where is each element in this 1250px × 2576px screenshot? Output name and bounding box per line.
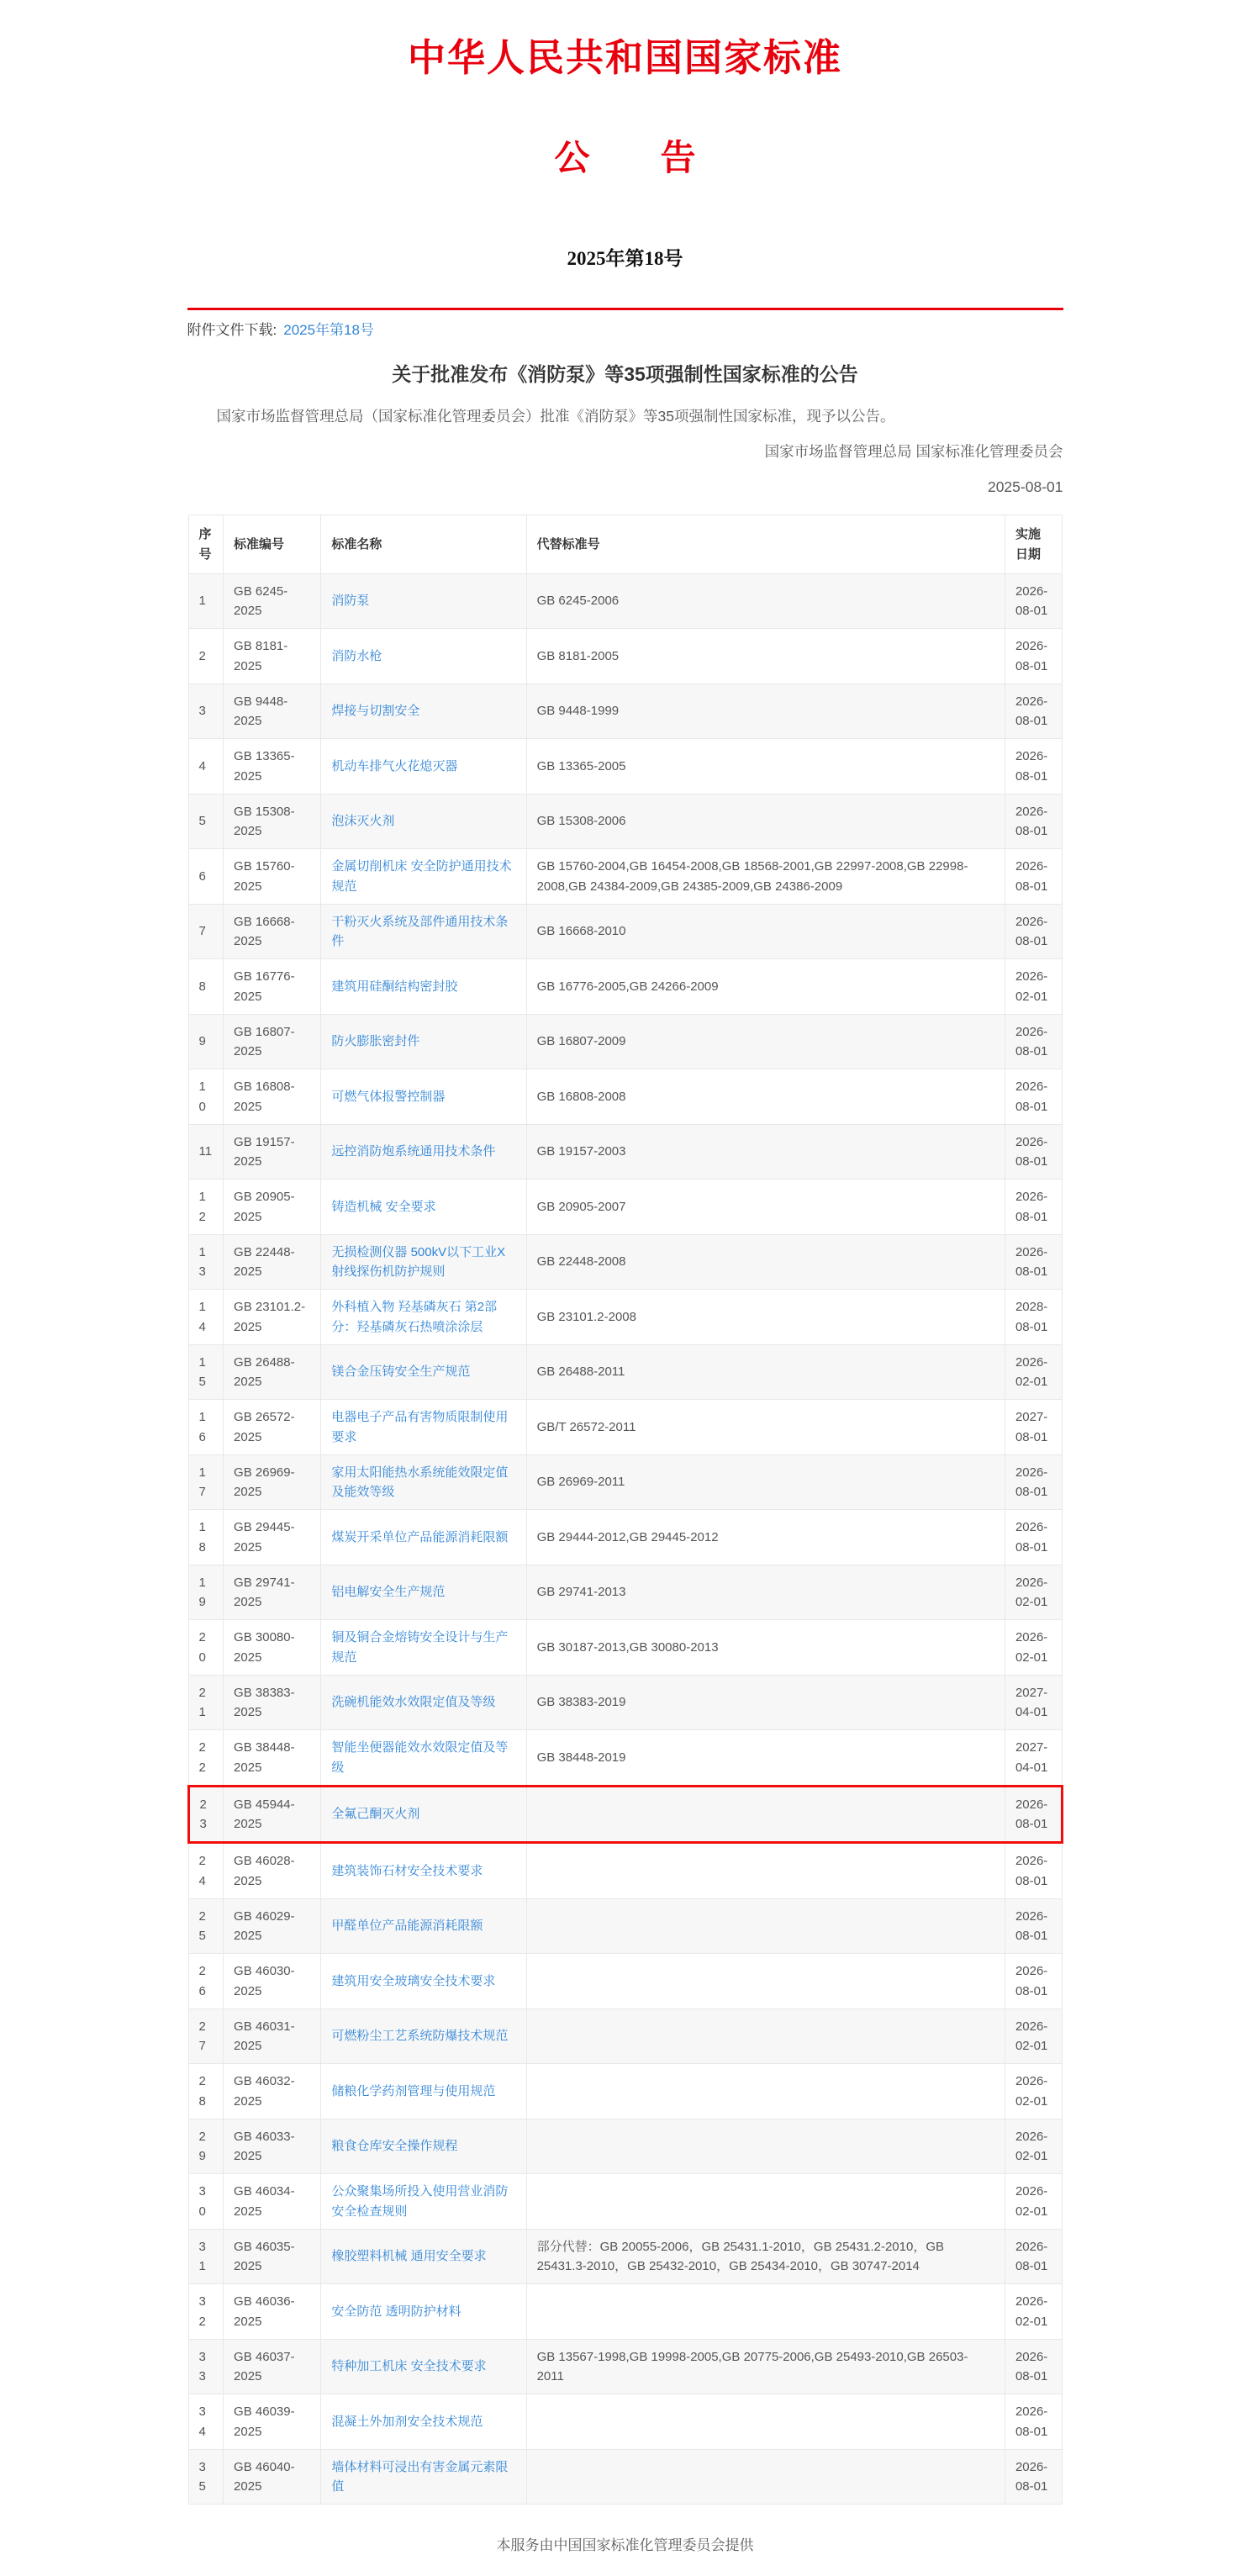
cell-index: 6 — [188, 849, 224, 905]
cell-standard-name — [321, 2009, 526, 2064]
table-row — [188, 2174, 1062, 2230]
cell-index: 29 — [188, 2119, 224, 2174]
standard-name-link[interactable]: 铸造机械 安全要求 — [331, 1199, 436, 1214]
table-row — [188, 2119, 1062, 2174]
cell-index: 3 — [188, 684, 224, 739]
cell-replaced-standards: 部分代替：GB 20055-2006，GB 25431.1-2010，GB 25431.2-2010，GB 25431.3-2010，GB 25432-2010，GB 25434-2010，GB 30747-2014 — [526, 2229, 1005, 2284]
standard-name-link[interactable]: 储粮化学药剂管理与使用规范 — [331, 2083, 496, 2098]
table-row — [188, 2339, 1062, 2394]
cell-replaced-standards — [526, 2064, 1005, 2119]
cell-implementation-date: 2026-08-01 — [1005, 904, 1062, 959]
standard-name-link[interactable]: 建筑装饰石材安全技术要求 — [331, 1863, 483, 1878]
cell-implementation-date: 2026-08-01 — [1005, 1510, 1062, 1565]
table-row — [188, 1454, 1062, 1510]
table-row — [188, 1730, 1062, 1787]
cell-index: 20 — [188, 1620, 224, 1676]
cell-replaced-standards: GB 19157-2003 — [526, 1124, 1005, 1180]
cell-implementation-date: 2026-02-01 — [1005, 1344, 1062, 1400]
cell-replaced-standards: GB 16808-2008 — [526, 1069, 1005, 1125]
standard-name-link[interactable]: 电器电子产品有害物质限制使用要求 — [331, 1410, 509, 1444]
cell-standard-name — [321, 1510, 526, 1565]
cell-standard-code: GB 16668-2025 — [224, 904, 321, 959]
table-row — [188, 1898, 1062, 1954]
cell-standard-name — [321, 1400, 526, 1455]
cell-index: 10 — [188, 1069, 224, 1125]
standard-name-link[interactable]: 粮食仓库安全操作规程 — [331, 2139, 458, 2154]
table-row — [188, 684, 1062, 739]
cell-standard-name — [321, 1344, 526, 1400]
standard-name-link[interactable]: 远控消防炮系统通用技术条件 — [331, 1144, 496, 1159]
cell-replaced-standards: GB 6245-2006 — [526, 573, 1005, 629]
cell-implementation-date: 2026-02-01 — [1005, 1565, 1062, 1620]
table-row-highlighted — [188, 1786, 1062, 1843]
cell-standard-name — [321, 684, 526, 739]
table-row — [188, 2284, 1062, 2340]
cell-standard-name — [321, 2339, 526, 2394]
cell-implementation-date: 2026-08-01 — [1005, 1234, 1062, 1290]
cell-index: 12 — [188, 1180, 224, 1235]
cell-index: 13 — [188, 1234, 224, 1290]
cell-replaced-standards: GB 29741-2013 — [526, 1565, 1005, 1620]
cell-index: 8 — [188, 959, 224, 1015]
cell-standard-code: GB 16776-2025 — [224, 959, 321, 1015]
cell-implementation-date: 2026-02-01 — [1005, 2009, 1062, 2064]
table-header-row — [188, 515, 1062, 574]
cell-standard-name — [321, 1290, 526, 1345]
standard-name-link[interactable]: 金属切削机床 安全防护通用技术规范 — [331, 859, 512, 894]
cell-implementation-date: 2026-08-01 — [1005, 1786, 1062, 1843]
standard-name-link[interactable]: 洗碗机能效水效限定值及等级 — [331, 1695, 496, 1710]
cell-index: 1 — [188, 573, 224, 629]
cell-implementation-date: 2026-08-01 — [1005, 1454, 1062, 1510]
cell-implementation-date: 2026-08-01 — [1005, 739, 1062, 794]
cell-implementation-date: 2026-02-01 — [1005, 2064, 1062, 2119]
cell-implementation-date: 2026-02-01 — [1005, 959, 1062, 1015]
cell-standard-code: GB 46032-2025 — [224, 2064, 321, 2119]
cell-replaced-standards: GB 26969-2011 — [526, 1454, 1005, 1510]
table-row — [188, 1290, 1062, 1345]
table-row — [188, 1344, 1062, 1400]
cell-standard-name — [321, 2284, 526, 2340]
cell-replaced-standards — [526, 2009, 1005, 2064]
cell-standard-name — [321, 573, 526, 629]
cell-standard-code: GB 29741-2025 — [224, 1565, 321, 1620]
footer-note: 本服务由中国国家标准化管理委员会提供 — [496, 2537, 754, 2554]
table-row — [188, 739, 1062, 794]
cell-implementation-date: 2026-08-01 — [1005, 2394, 1062, 2450]
cell-index: 4 — [188, 739, 224, 794]
table-row — [188, 629, 1062, 684]
standard-name-link[interactable]: 甲醛单位产品能源消耗限额 — [331, 1919, 483, 1934]
cell-standard-code: GB 26969-2025 — [224, 1454, 321, 1510]
cell-implementation-date: 2026-08-01 — [1005, 849, 1062, 905]
cell-standard-name — [321, 1454, 526, 1510]
cell-standard-code: GB 46031-2025 — [224, 2009, 321, 2064]
cell-implementation-date: 2026-08-01 — [1005, 2339, 1062, 2394]
cell-index: 32 — [188, 2284, 224, 2340]
cell-index: 25 — [188, 1898, 224, 1954]
cell-implementation-date: 2026-02-01 — [1005, 1620, 1062, 1676]
issue-number: 2025年第18号 — [567, 248, 683, 269]
table-row — [188, 1565, 1062, 1620]
cell-replaced-standards: GB 8181-2005 — [526, 629, 1005, 684]
cell-index: 2 — [188, 629, 224, 684]
cell-index: 31 — [188, 2229, 224, 2284]
cell-standard-name — [321, 1069, 526, 1125]
cell-index: 34 — [188, 2394, 224, 2450]
cell-replaced-standards: GB 38448-2019 — [526, 1730, 1005, 1787]
table-row — [188, 849, 1062, 905]
announcement-page — [187, 0, 1063, 2554]
cell-implementation-date: 2026-08-01 — [1005, 629, 1062, 684]
standard-name-link[interactable]: 安全防范 透明防护材料 — [331, 2304, 461, 2319]
cell-implementation-date: 2026-08-01 — [1005, 794, 1062, 849]
cell-standard-name — [321, 2119, 526, 2174]
cell-replaced-standards — [526, 2174, 1005, 2230]
cell-standard-name — [321, 1786, 526, 1843]
announcement-title: 关于批准发布《消防泵》等35项强制性国家标准的公告 — [392, 363, 858, 385]
cell-standard-code: GB 46028-2025 — [224, 1843, 321, 1899]
cell-standard-code: GB 46040-2025 — [224, 2449, 321, 2505]
cell-replaced-standards: GB 22448-2008 — [526, 1234, 1005, 1290]
standard-name-link[interactable]: 墙体材料可浸出有害金属元素限值 — [331, 2459, 509, 2494]
cell-index: 26 — [188, 1954, 224, 2009]
table-row — [188, 1843, 1062, 1899]
column-header: 标准编号 — [224, 515, 321, 574]
table-row — [188, 2394, 1062, 2450]
cell-implementation-date: 2027-08-01 — [1005, 1400, 1062, 1455]
cell-index: 21 — [188, 1675, 224, 1730]
cell-standard-code: GB 15760-2025 — [224, 849, 321, 905]
cell-standard-code: GB 16808-2025 — [224, 1069, 321, 1125]
cell-replaced-standards — [526, 1898, 1005, 1954]
page-title: 中华人民共和国国家标准 — [407, 37, 842, 79]
red-divider — [187, 308, 1063, 310]
column-header: 序号 — [188, 515, 224, 574]
cell-standard-name — [321, 2449, 526, 2505]
cell-replaced-standards: GB 29444-2012,GB 29445-2012 — [526, 1510, 1005, 1565]
cell-implementation-date: 2026-02-01 — [1005, 2119, 1062, 2174]
standard-name-link[interactable]: 铝电解安全生产规范 — [331, 1585, 446, 1600]
page-subtitle: 公 告 — [554, 140, 696, 178]
cell-standard-name — [321, 1898, 526, 1954]
cell-standard-code: GB 19157-2025 — [224, 1124, 321, 1180]
cell-standard-code: GB 15308-2025 — [224, 794, 321, 849]
cell-replaced-standards — [526, 2449, 1005, 2505]
cell-index: 5 — [188, 794, 224, 849]
cell-standard-code: GB 38448-2025 — [224, 1730, 321, 1787]
standard-name-link[interactable]: 建筑用安全玻璃安全技术要求 — [331, 1973, 496, 1988]
cell-standard-name — [321, 794, 526, 849]
cell-implementation-date: 2026-08-01 — [1005, 1898, 1062, 1954]
cell-replaced-standards: GB 13365-2005 — [526, 739, 1005, 794]
cell-implementation-date: 2027-04-01 — [1005, 1675, 1062, 1730]
cell-replaced-standards: GB 23101.2-2008 — [526, 1290, 1005, 1345]
cell-implementation-date: 2028-08-01 — [1005, 1290, 1062, 1345]
cell-standard-code: GB 6245-2025 — [224, 573, 321, 629]
table-row — [188, 573, 1062, 629]
cell-standard-code: GB 46033-2025 — [224, 2119, 321, 2174]
standard-name-link[interactable]: 可燃粉尘工艺系统防爆技术规范 — [331, 2029, 509, 2044]
cell-index: 16 — [188, 1400, 224, 1455]
cell-standard-name — [321, 1180, 526, 1235]
table-body — [188, 573, 1062, 2505]
cell-index: 15 — [188, 1344, 224, 1400]
cell-standard-name — [321, 849, 526, 905]
cell-implementation-date: 2026-08-01 — [1005, 1843, 1062, 1899]
standard-name-link[interactable]: 家用太阳能热水系统能效限定值及能效等级 — [331, 1465, 509, 1499]
table-row — [188, 2449, 1062, 2505]
cell-index: 28 — [188, 2064, 224, 2119]
cell-replaced-standards: GB 9448-1999 — [526, 684, 1005, 739]
standard-name-link[interactable]: 建筑用硅酮结构密封胶 — [331, 979, 458, 994]
cell-index: 17 — [188, 1454, 224, 1510]
attachment-link[interactable]: 2025年第18号 — [283, 322, 374, 338]
attachment-label: 附件文件下载: — [187, 322, 277, 338]
attachment-row — [187, 318, 1063, 339]
cell-standard-name — [321, 1124, 526, 1180]
table-row — [188, 1180, 1062, 1235]
standard-name-link[interactable]: 全氟己酮灭火剂 — [331, 1807, 420, 1822]
cell-index: 30 — [188, 2174, 224, 2230]
cell-standard-code: GB 8181-2025 — [224, 629, 321, 684]
table-row — [188, 959, 1062, 1015]
cell-standard-code: GB 29445-2025 — [224, 1510, 321, 1565]
cell-implementation-date: 2026-08-01 — [1005, 1180, 1062, 1235]
column-header: 代替标准号 — [526, 515, 1005, 574]
column-header: 实施日期 — [1005, 515, 1062, 574]
table-row — [188, 2009, 1062, 2064]
cell-standard-name — [321, 959, 526, 1015]
standard-name-link[interactable]: 机动车排气火花熄灭器 — [331, 758, 458, 773]
cell-standard-name — [321, 739, 526, 794]
cell-standard-code: GB 46039-2025 — [224, 2394, 321, 2450]
cell-replaced-standards: GB 13567-1998,GB 19998-2005,GB 20775-2006,GB 25493-2010,GB 26503-2011 — [526, 2339, 1005, 2394]
cell-implementation-date: 2026-02-01 — [1005, 2284, 1062, 2340]
table-row — [188, 1510, 1062, 1565]
table-row — [188, 794, 1062, 849]
cell-standard-name — [321, 1620, 526, 1676]
cell-standard-name — [321, 629, 526, 684]
cell-replaced-standards: GB 38383-2019 — [526, 1675, 1005, 1730]
standard-name-link[interactable]: 外科植入物 羟基磷灰石 第2部分：羟基磷灰石热喷涂涂层 — [331, 1300, 498, 1334]
cell-standard-code: GB 46029-2025 — [224, 1898, 321, 1954]
cell-standard-code: GB 16807-2025 — [224, 1014, 321, 1069]
table-row — [188, 1124, 1062, 1180]
cell-replaced-standards — [526, 2284, 1005, 2340]
cell-implementation-date: 2026-08-01 — [1005, 2449, 1062, 2505]
cell-replaced-standards: GB 15308-2006 — [526, 794, 1005, 849]
cell-replaced-standards: GB 30187-2013,GB 30080-2013 — [526, 1620, 1005, 1676]
standard-name-link[interactable]: 公众聚集场所投入使用营业消防安全检查规则 — [331, 2184, 509, 2219]
cell-standard-name — [321, 1565, 526, 1620]
cell-standard-code: GB 30080-2025 — [224, 1620, 321, 1676]
standard-name-link[interactable]: 煤炭开采单位产品能源消耗限额 — [331, 1529, 509, 1544]
cell-implementation-date: 2026-08-01 — [1005, 1069, 1062, 1125]
cell-implementation-date: 2026-08-01 — [1005, 1954, 1062, 2009]
standard-name-link[interactable]: 混凝土外加剂安全技术规范 — [331, 2414, 483, 2429]
cell-replaced-standards — [526, 1954, 1005, 2009]
cell-implementation-date: 2026-08-01 — [1005, 1014, 1062, 1069]
cell-replaced-standards — [526, 2119, 1005, 2174]
cell-replaced-standards — [526, 1843, 1005, 1899]
table-row — [188, 2064, 1062, 2119]
cell-index: 22 — [188, 1730, 224, 1787]
issuer-signature: 国家市场监督管理总局 国家标准化管理委员会 — [764, 443, 1063, 461]
cell-replaced-standards: GB 15760-2004,GB 16454-2008,GB 18568-2001,GB 22997-2008,GB 22998-2008,GB 24384-2009,GB 24385-2009,GB 24386-2009 — [526, 849, 1005, 905]
cell-standard-code: GB 46035-2025 — [224, 2229, 321, 2284]
cell-index: 9 — [188, 1014, 224, 1069]
table-row — [188, 1069, 1062, 1125]
standard-name-link[interactable]: 特种加工机床 安全技术要求 — [331, 2359, 487, 2374]
cell-standard-name — [321, 1843, 526, 1899]
standard-name-link[interactable]: 可燃气体报警控制器 — [331, 1089, 446, 1104]
cell-standard-code: GB 13365-2025 — [224, 739, 321, 794]
standard-name-link[interactable]: 防火膨胀密封件 — [331, 1034, 420, 1049]
cell-standard-name — [321, 2229, 526, 2284]
cell-replaced-standards: GB 16668-2010 — [526, 904, 1005, 959]
cell-standard-code: GB 20905-2025 — [224, 1180, 321, 1235]
cell-replaced-standards: GB 26488-2011 — [526, 1344, 1005, 1400]
standard-name-link[interactable]: 干粉灭火系统及部件通用技术条件 — [331, 914, 509, 948]
cell-implementation-date: 2026-08-01 — [1005, 2229, 1062, 2284]
column-header: 标准名称 — [321, 515, 526, 574]
standard-name-link[interactable]: 泡沫灭火剂 — [331, 814, 395, 829]
cell-index: 19 — [188, 1565, 224, 1620]
cell-standard-code: GB 23101.2-2025 — [224, 1290, 321, 1345]
cell-implementation-date: 2026-08-01 — [1005, 1124, 1062, 1180]
cell-standard-name — [321, 1954, 526, 2009]
table-row — [188, 1675, 1062, 1730]
table-row — [188, 1400, 1062, 1455]
cell-standard-name — [321, 2064, 526, 2119]
cell-standard-code: GB 22448-2025 — [224, 1234, 321, 1290]
cell-replaced-standards: GB 20905-2007 — [526, 1180, 1005, 1235]
standard-name-link[interactable]: 消防水枪 — [331, 648, 382, 663]
table-row — [188, 1014, 1062, 1069]
cell-index: 35 — [188, 2449, 224, 2505]
cell-replaced-standards: GB 16807-2009 — [526, 1014, 1005, 1069]
cell-standard-code: GB 46037-2025 — [224, 2339, 321, 2394]
cell-index: 14 — [188, 1290, 224, 1345]
cell-standard-code: GB 45944-2025 — [224, 1786, 321, 1843]
standards-table — [187, 515, 1063, 2505]
cell-index: 18 — [188, 1510, 224, 1565]
table-row — [188, 1234, 1062, 1290]
standard-name-link[interactable]: 镁合金压铸安全生产规范 — [331, 1365, 471, 1380]
cell-implementation-date: 2027-04-01 — [1005, 1730, 1062, 1787]
standard-name-link[interactable]: 消防泵 — [331, 594, 370, 609]
cell-standard-name — [321, 2394, 526, 2450]
cell-implementation-date: 2026-02-01 — [1005, 2174, 1062, 2230]
cell-implementation-date: 2026-08-01 — [1005, 684, 1062, 739]
standard-name-link[interactable]: 智能坐便器能效水效限定值及等级 — [331, 1740, 509, 1775]
cell-index: 27 — [188, 2009, 224, 2064]
cell-standard-name — [321, 1234, 526, 1290]
cell-standard-name — [321, 904, 526, 959]
cell-standard-name — [321, 1014, 526, 1069]
cell-index: 11 — [188, 1124, 224, 1180]
cell-standard-code: GB 9448-2025 — [224, 684, 321, 739]
standard-name-link[interactable]: 焊接与切割安全 — [331, 704, 420, 719]
cell-standard-code: GB 46036-2025 — [224, 2284, 321, 2340]
table-row — [188, 904, 1062, 959]
publish-date: 2025-08-01 — [987, 478, 1063, 496]
cell-implementation-date: 2026-08-01 — [1005, 573, 1062, 629]
cell-standard-name — [321, 1730, 526, 1787]
cell-standard-code: GB 38383-2025 — [224, 1675, 321, 1730]
cell-index: 24 — [188, 1843, 224, 1899]
cell-index: 7 — [188, 904, 224, 959]
cell-replaced-standards — [526, 2394, 1005, 2450]
standard-name-link[interactable]: 橡胶塑料机械 通用安全要求 — [331, 2249, 487, 2264]
cell-index: 33 — [188, 2339, 224, 2394]
table-row — [188, 1954, 1062, 2009]
cell-standard-name — [321, 2174, 526, 2230]
cell-standard-code: GB 46034-2025 — [224, 2174, 321, 2230]
cell-standard-code: GB 26572-2025 — [224, 1400, 321, 1455]
standard-name-link[interactable]: 无损检测仪器 500kV以下工业X射线探伤机防护规则 — [331, 1244, 506, 1279]
cell-standard-code: GB 46030-2025 — [224, 1954, 321, 2009]
table-row — [188, 2229, 1062, 2284]
cell-standard-code: GB 26488-2025 — [224, 1344, 321, 1400]
standard-name-link[interactable]: 铜及铜合金熔铸安全设计与生产规范 — [331, 1630, 509, 1665]
cell-replaced-standards: GB/T 26572-2011 — [526, 1400, 1005, 1455]
cell-replaced-standards: GB 16776-2005,GB 24266-2009 — [526, 959, 1005, 1015]
cell-standard-name — [321, 1675, 526, 1730]
table-row — [188, 1620, 1062, 1676]
announcement-body: 国家市场监督管理总局（国家标准化管理委员会）批准《消防泵》等35项强制性国家标准，现予以公告。 — [216, 408, 895, 425]
cell-index: 23 — [188, 1786, 224, 1843]
cell-replaced-standards — [526, 1786, 1005, 1843]
